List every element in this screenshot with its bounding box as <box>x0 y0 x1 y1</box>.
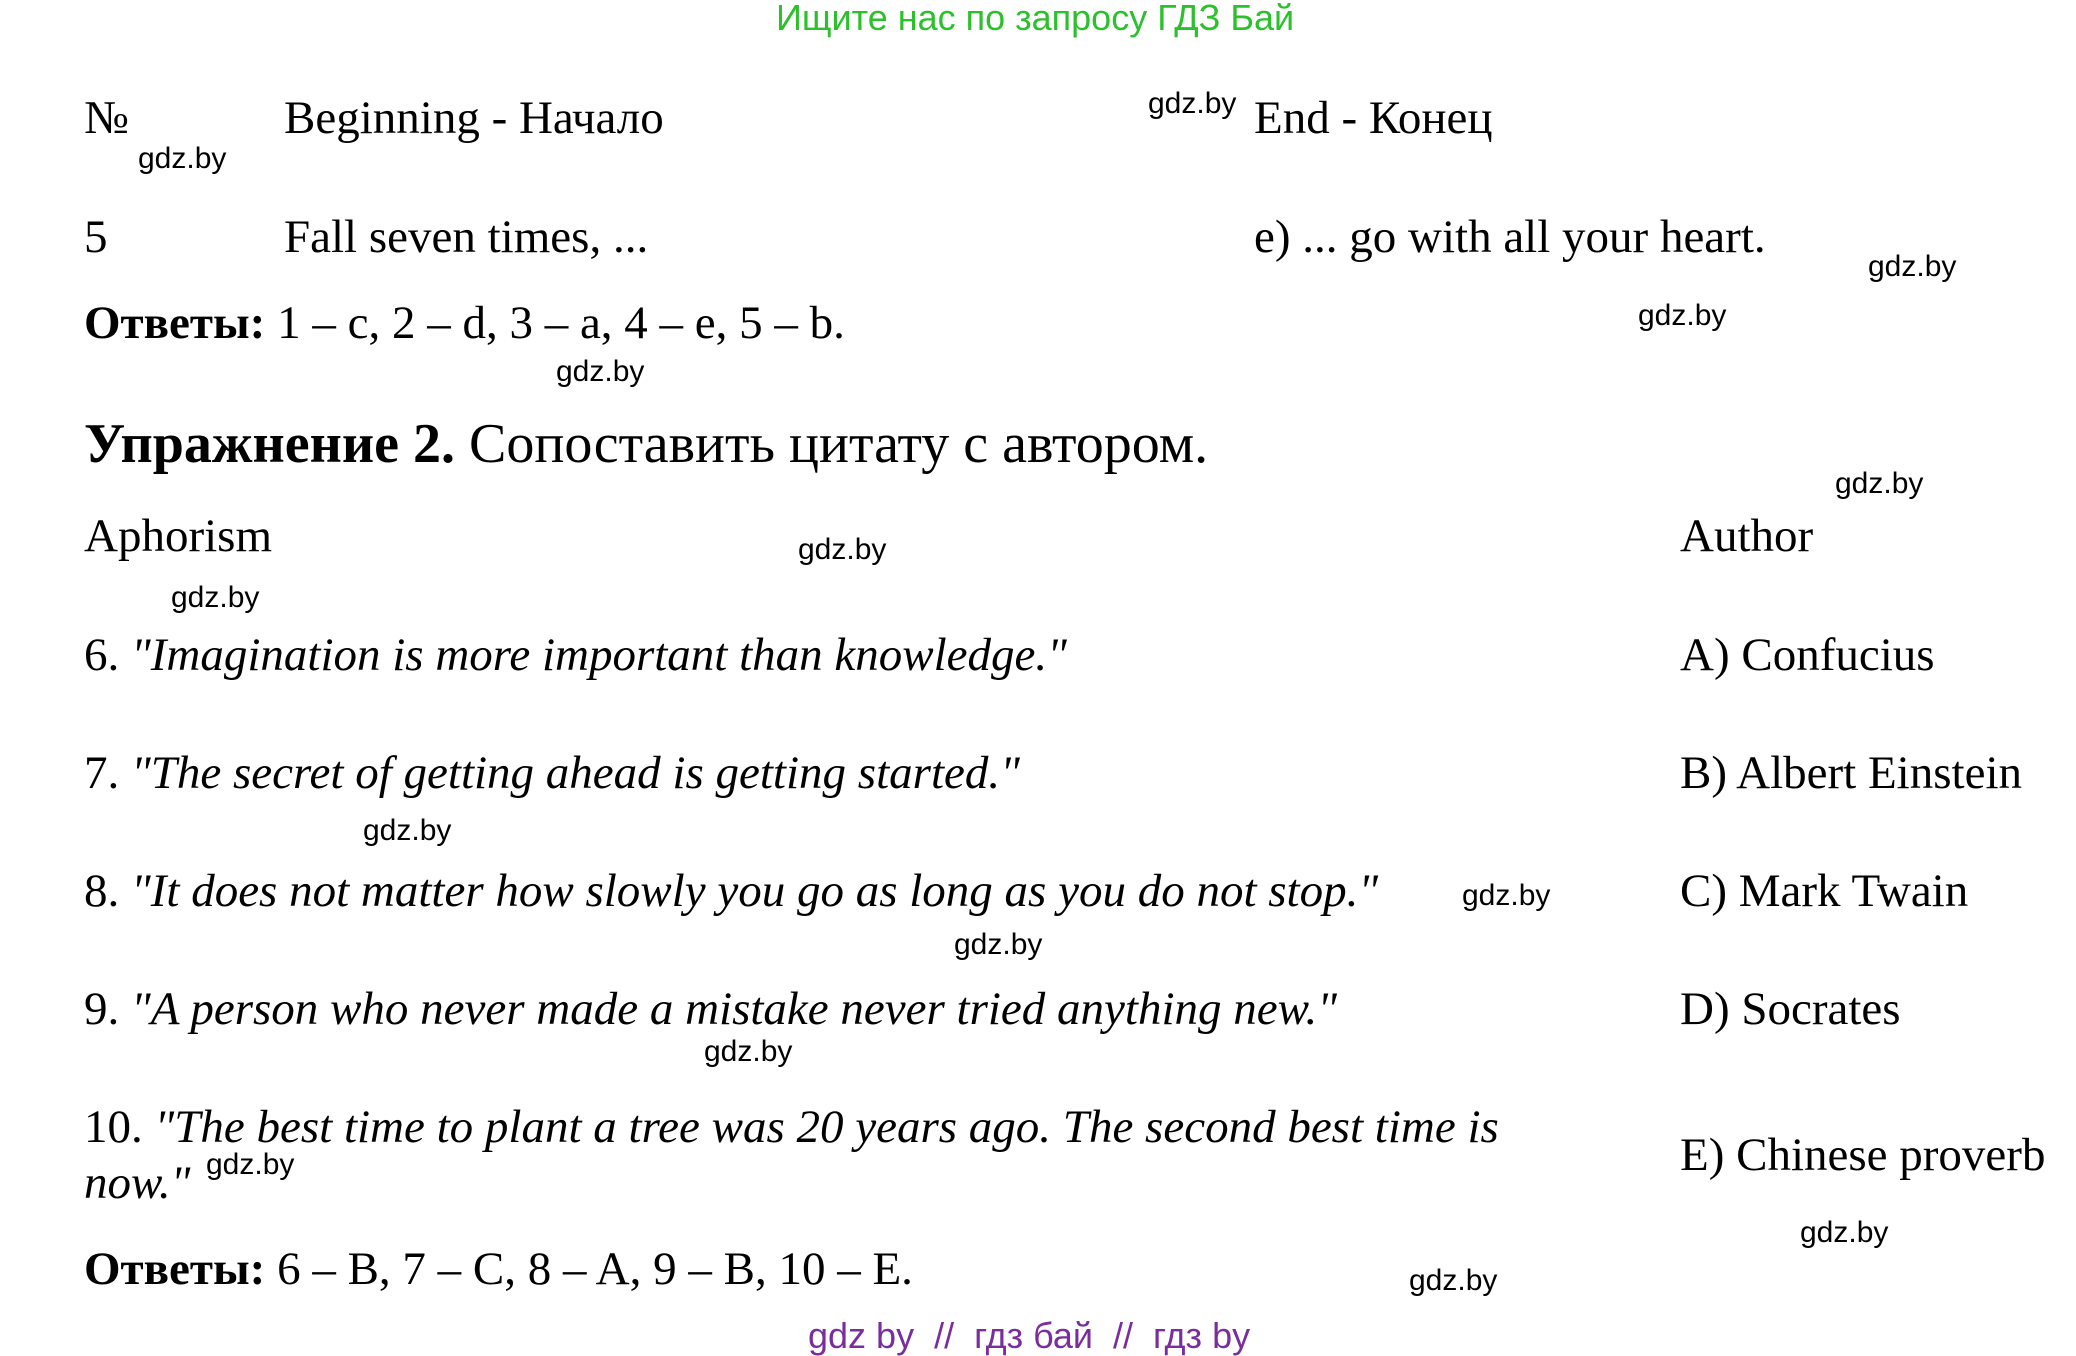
quote-text-continuation: now." <box>84 1157 191 1209</box>
watermark: gdz.by <box>1835 467 1924 500</box>
watermark: gdz.by <box>138 142 227 175</box>
answers-line-2 <box>84 1243 913 1295</box>
author-option: A) Confucius <box>1680 629 1935 681</box>
watermark: gdz.by <box>704 1035 793 1068</box>
quote-text: "The best time to plant a tree was 20 years ago. The second best time is <box>154 1101 1499 1153</box>
watermark: gdz.by <box>954 928 1043 961</box>
quote-number: 9. <box>84 983 120 1035</box>
bottom-banner: gdz by // гдз бай // гдз by <box>808 1315 1251 1356</box>
quote-item <box>84 983 1337 1035</box>
exercise-label: Упражнение 2. <box>84 413 456 475</box>
quote-item <box>84 747 1020 799</box>
watermark: gdz.by <box>1462 879 1551 912</box>
quote-text: "Imagination is more important than knowledge." <box>131 629 1067 681</box>
watermark: gdz.by <box>1868 250 1957 283</box>
exercise-instruction: Сопоставить цитату с автором. <box>469 413 1209 475</box>
exercise-title <box>84 413 1209 475</box>
quote-number: 6. <box>84 629 120 681</box>
column-header-aphorism: Aphorism <box>84 510 272 562</box>
top-banner: Ищите нас по запросу ГДЗ Бай <box>776 0 1295 38</box>
watermark: gdz.by <box>1409 1264 1498 1297</box>
author-option: C) Mark Twain <box>1680 865 1969 917</box>
quote-number: 7. <box>84 747 120 799</box>
answers-text: 6 – B, 7 – C, 8 – A, 9 – B, 10 – E. <box>277 1243 913 1295</box>
quote-number: 8. <box>84 865 120 917</box>
quote-item <box>84 865 1379 917</box>
watermark: gdz.by <box>171 581 260 614</box>
answers-label: Ответы: <box>84 297 266 349</box>
table-header-end: End - Конец <box>1254 92 1493 144</box>
table-row-end: e) ... go with all your heart. <box>1254 211 1766 263</box>
quote-text: "The secret of getting ahead is getting started." <box>131 747 1020 799</box>
table-row-beginning: Fall seven times, ... <box>284 211 649 263</box>
answers-label: Ответы: <box>84 1243 266 1295</box>
author-option: E) Chinese proverb <box>1680 1129 2046 1181</box>
watermark: gdz.by <box>1800 1216 1889 1249</box>
quote-text: "It does not matter how slowly you go as long as you do not stop." <box>131 865 1379 917</box>
author-option: D) Socrates <box>1680 983 1901 1035</box>
answers-text: 1 – c, 2 – d, 3 – a, 4 – e, 5 – b. <box>277 297 845 349</box>
quote-item <box>84 1101 1499 1153</box>
watermark: gdz.by <box>1638 299 1727 332</box>
table-header-number: № <box>84 92 129 144</box>
quote-text: "A person who never made a mistake never tried anything new." <box>131 983 1337 1035</box>
watermark: gdz.by <box>1148 87 1237 120</box>
column-header-author: Author <box>1680 510 1814 562</box>
author-option: B) Albert Einstein <box>1680 747 2023 799</box>
table-header-beginning: Beginning - Начало <box>284 92 664 144</box>
watermark: gdz.by <box>363 814 452 847</box>
quote-number: 10. <box>84 1101 143 1153</box>
quote-item <box>84 629 1067 681</box>
watermark: gdz.by <box>798 533 887 566</box>
table-row-number: 5 <box>84 211 108 263</box>
watermark: gdz.by <box>556 355 645 388</box>
watermark: gdz.by <box>206 1148 295 1181</box>
answers-line-1 <box>84 297 845 349</box>
